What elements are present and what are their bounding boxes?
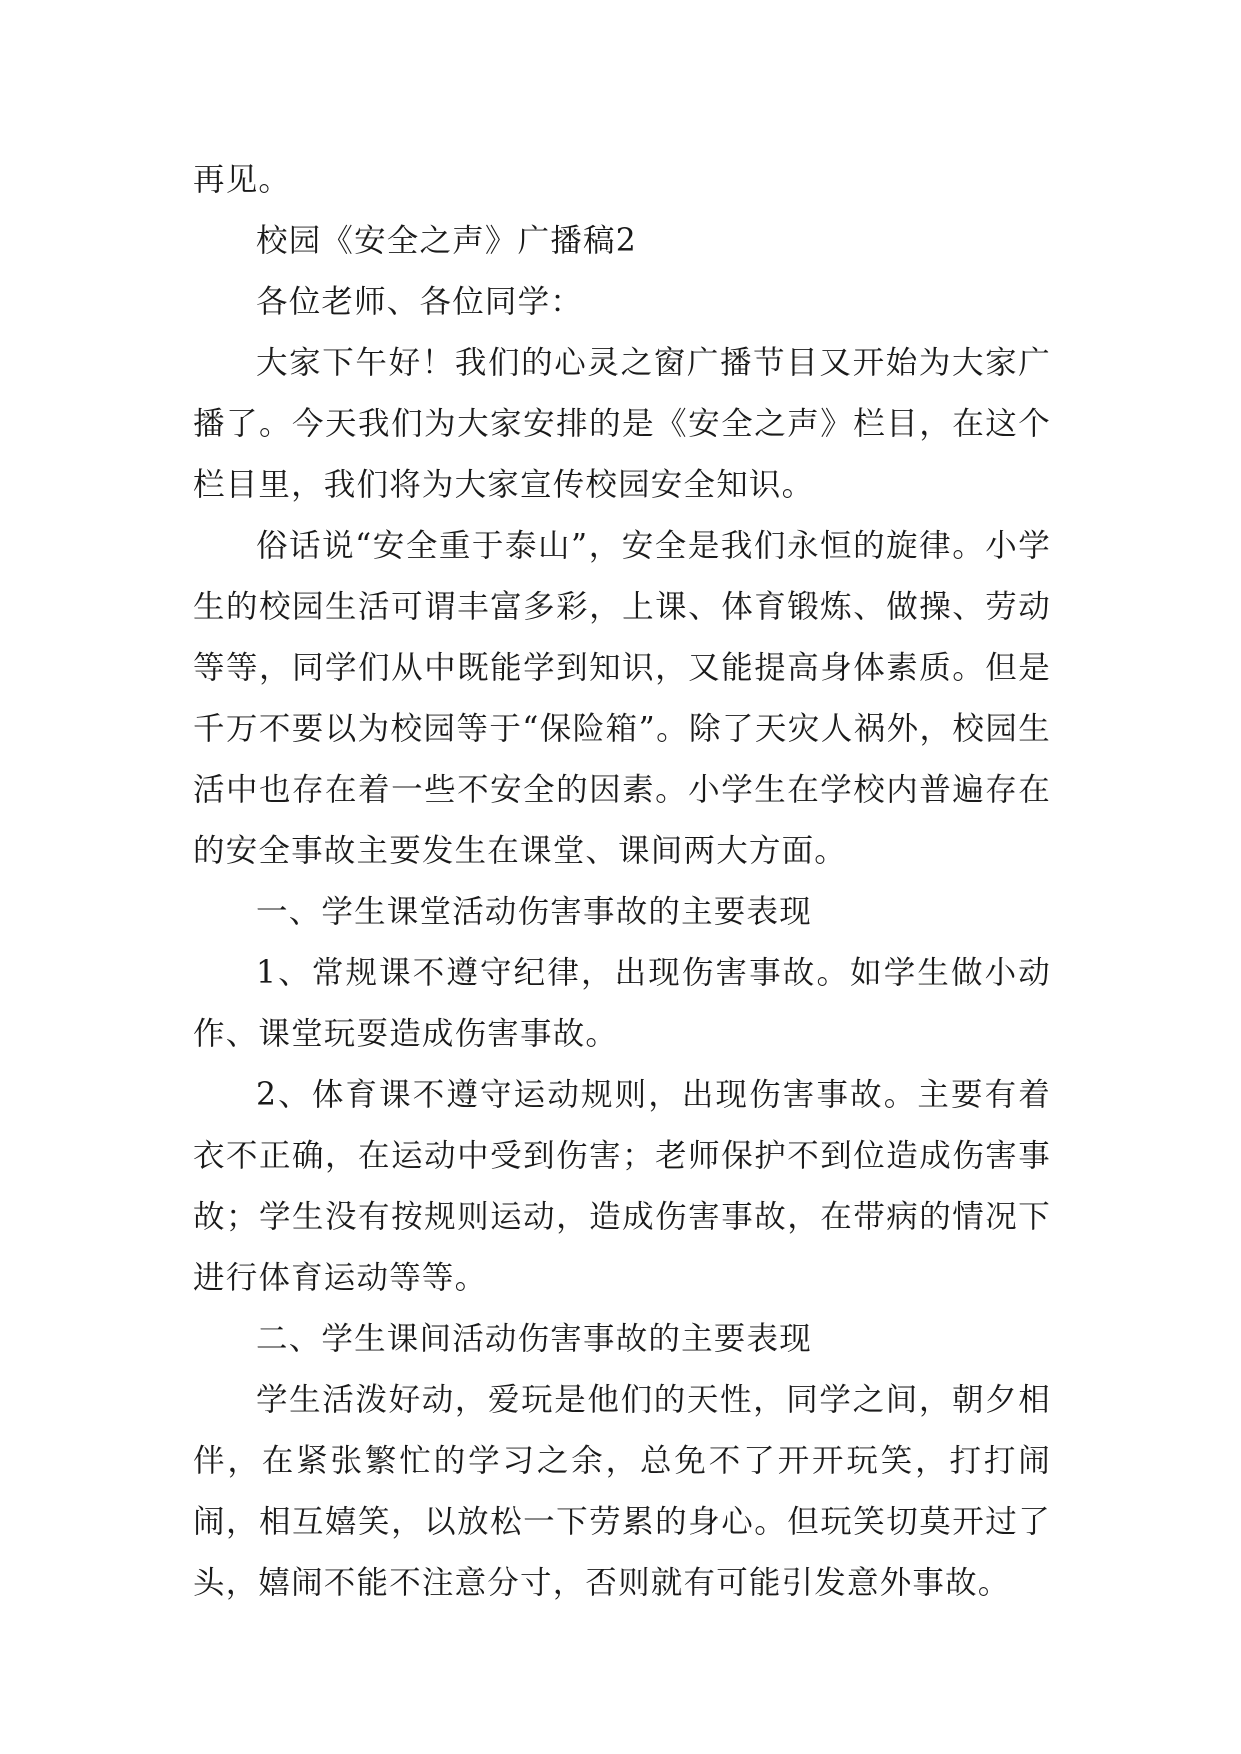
salutation: 各位老师、各位同学：: [256, 284, 584, 320]
paragraph-item-1: 1、常规课不遵守纪律，出现伤害事故。如学生做小动作、课堂玩耍造成伤害事故。: [193, 955, 1051, 1052]
section-title: 校园《安全之声》广播稿2: [256, 223, 637, 259]
document-body: [193, 150, 1051, 1614]
heading-break-accidents: 二、学生课间活动伤害事故的主要表现: [256, 1321, 812, 1357]
heading-classroom-accidents: 一、学生课堂活动伤害事故的主要表现: [256, 894, 812, 930]
paragraph-intro: 俗话说“安全重于泰山”，安全是我们永恒的旋律。小学生的校园生活可谓丰富多彩，上课、体育锻炼、做操、劳动等等，同学们从中既能学到知识，又能提高身体素质。但是千万不要以为校园等于“保险箱”。除了天灾人祸外，校园生活中也存在着一些不安全的因素。小学生在学校内普遍存在的安全事故主要发生在课堂、课间两大方面。: [193, 528, 1051, 869]
closing-line: 再见。: [193, 162, 292, 198]
paragraph-greeting: 大家下午好！我们的心灵之窗广播节目又开始为大家广播了。今天我们为大家安排的是《安全之声》栏目，在这个栏目里，我们将为大家宣传校园安全知识。: [193, 345, 1051, 503]
paragraph-break-activities: 学生活泼好动，爱玩是他们的天性，同学之间，朝夕相伴，在紧张繁忙的学习之余，总免不了开开玩笑，打打闹闹，相互嬉笑，以放松一下劳累的身心。但玩笑切莫开过了头，嬉闹不能不注意分寸，否则就有可能引发意外事故。: [193, 1382, 1051, 1601]
paragraph-item-2: 2、体育课不遵守运动规则，出现伤害事故。主要有着衣不正确，在运动中受到伤害；老师保护不到位造成伤害事故；学生没有按规则运动，造成伤害事故，在带病的情况下进行体育运动等等。: [193, 1077, 1051, 1296]
